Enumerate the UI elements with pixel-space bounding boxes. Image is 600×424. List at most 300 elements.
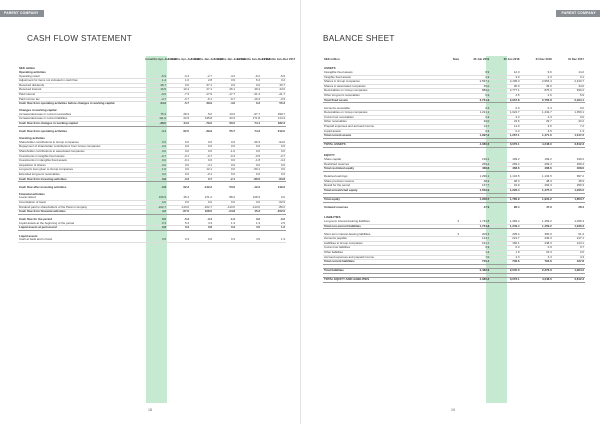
value-cell: 427.8 [553, 260, 585, 265]
row-label: Cash flow from investing activities [18, 177, 144, 182]
value-cell: 62.5 [183, 129, 189, 134]
value-cell: 43.7 [261, 83, 286, 88]
note-cell: 3 [450, 220, 460, 224]
value-cell: -39.3 [236, 141, 261, 145]
company-tag: PARENT COMPANY [556, 10, 600, 17]
value-cell: 191.7 [460, 241, 490, 246]
row-label: Total restricted equity [323, 167, 450, 172]
value-cell: -0.3 [167, 177, 190, 182]
value-cell: 45.0 [520, 84, 552, 89]
value-cell: 0.8 [144, 177, 167, 182]
row-label: Share capital [323, 158, 450, 162]
value-cell: -5.7 [184, 101, 189, 106]
value-cell: 4.5 [490, 93, 520, 98]
value-cell: 212.0 [277, 129, 285, 134]
row-label: Receivables on Group companies [323, 111, 450, 116]
value-cell: 3.1 [553, 75, 585, 80]
value-cell [261, 64, 286, 71]
value-cell: 1,471.6 [520, 134, 552, 139]
value-cell: 1,317.2 [553, 134, 585, 139]
value-cell: 3,812.3 [553, 143, 585, 148]
value-cell: 33.2 [553, 120, 585, 125]
value-cell: 2,937.8 [490, 98, 520, 103]
value-cell: 5.0 [190, 113, 213, 117]
row-label: Dividend paid to shareholders of the Parent company [18, 205, 144, 210]
value-cell: 48.3 [520, 179, 552, 184]
cash-flow-table [18, 57, 296, 243]
value-cell: 199.2 [460, 158, 490, 162]
column-header: 30 Jun 2018 [503, 57, 520, 61]
value-cell: -4.1 [161, 129, 166, 134]
value-cell: 0.0 [167, 150, 190, 155]
value-cell: 4.5 [236, 238, 261, 242]
value-cell: -7.3 [167, 92, 190, 97]
row-label: Accrued expenses and prepaid income [323, 255, 450, 260]
row-label: Liabilities to Group companies [323, 241, 450, 246]
value-cell: 48.3 [490, 179, 520, 184]
value-cell: 43.9 [490, 184, 520, 189]
value-cell: 0.3 [490, 129, 520, 134]
column-header: 6 months Jan–Jun 2019 [191, 57, 223, 61]
value-cell: 22.9 [167, 117, 190, 122]
value-cell: 171.8 [236, 117, 261, 122]
value-cell: -3.7 [144, 97, 167, 102]
value-cell: 7.0 [460, 255, 490, 260]
row-label: Tangible fixed assets [323, 75, 450, 80]
column-header: 6 months Jan–Jun 2018 [214, 57, 246, 61]
row-label: Prepaid expenses and accrued income [323, 125, 450, 130]
value-cell: 3.0 [490, 75, 520, 80]
value-cell: 221.7 [490, 237, 520, 242]
row-label: Other receivables [323, 120, 450, 125]
value-cell: 0.0 [213, 168, 236, 173]
value-cell: -62.9 [261, 200, 286, 205]
value-cell: 271.2 [190, 196, 213, 200]
value-cell: 0.0 [261, 196, 286, 200]
value-cell: 2,554.4 [520, 80, 552, 85]
value-cell: 248.3 [520, 241, 552, 246]
value-cell: 0.5 [161, 217, 166, 222]
value-cell: 26.1 [213, 88, 236, 93]
row-label: Receivables on Group companies [323, 89, 450, 94]
value-cell: 36.0 [490, 84, 520, 89]
value-cell: 1,459.2 [520, 224, 552, 229]
value-cell: 3,731.9 [460, 98, 490, 103]
value-cell: 199.2 [553, 158, 585, 162]
value-cell: 0.0 [144, 150, 167, 155]
row-label: Cash flow for the period [19, 217, 53, 222]
value-cell: 11.0 [490, 125, 520, 130]
value-cell: 1,221.1 [460, 111, 490, 116]
value-cell: 997.2 [553, 175, 585, 179]
value-cell: -6.9 [144, 75, 167, 79]
value-cell: 74.1 [236, 122, 261, 127]
value-cell: 1,785.9 [490, 198, 520, 203]
value-cell: 1,036.3 [553, 220, 585, 224]
value-cell: 250.3 [553, 184, 585, 189]
value-cell: 2,756.8 [520, 98, 552, 103]
value-cell: 4.5 [236, 226, 261, 231]
row-label: Current tax liabilities [323, 246, 450, 251]
value-cell: -113.0 [213, 205, 236, 210]
page-number: 19 [451, 408, 455, 412]
value-cell: 1,022.7 [490, 111, 520, 116]
value-cell: -6.2 [236, 75, 261, 79]
value-cell: -0.7 [144, 154, 167, 159]
value-cell: -113.0 [236, 205, 261, 210]
value-cell: 875.3 [520, 89, 552, 94]
value-cell: 61.3 [553, 233, 585, 237]
value-cell: 60.0 [213, 122, 236, 127]
value-cell: 2.5 [261, 222, 286, 226]
value-cell: 4.5 [520, 129, 552, 134]
value-cell: 4,080.6 [460, 278, 490, 283]
value-cell: 2,276.9 [520, 269, 552, 274]
value-cell: 217.1 [553, 237, 585, 242]
row-label: Liquid assets [19, 233, 38, 238]
value-cell: 0.4 [520, 107, 552, 111]
value-cell [236, 64, 261, 71]
row-label: Received interest [18, 88, 144, 93]
value-cell: -12.3 [253, 184, 260, 189]
value-cell: 88.2 [213, 196, 236, 200]
value-cell: -0.4 [213, 154, 236, 159]
value-cell: 205.4 [490, 233, 520, 237]
value-cell: -94.6 [261, 141, 286, 145]
value-cell: 13.0 [213, 113, 236, 117]
value-cell: 3.2 [261, 79, 286, 84]
value-cell: -38.5 [144, 122, 167, 127]
row-label: Shares in associated companies [323, 84, 450, 89]
value-cell: 1.3 [261, 238, 286, 242]
value-cell [167, 64, 190, 71]
value-cell: 4.3 [190, 222, 213, 226]
value-cell: -21.7 [261, 92, 286, 97]
value-cell: -1.0 [230, 217, 235, 222]
value-cell: -3.4 [207, 217, 212, 222]
value-cell: 47.9 [546, 205, 552, 210]
value-cell: 0.0 [167, 168, 190, 173]
value-cell: 1,503.9 [460, 189, 490, 194]
value-cell: -0.1 [167, 159, 190, 164]
value-cell: 0.0 [213, 159, 236, 164]
value-cell: 0.7 [190, 177, 213, 182]
value-cell: 1.2 [261, 226, 286, 231]
row-label: Shares in Group companies [323, 80, 450, 85]
value-cell: 143.7 [460, 237, 490, 242]
company-tag: PARENT COMPANY [0, 10, 44, 17]
value-cell: 28.4 [513, 205, 520, 210]
value-cell: 5.4 [167, 222, 190, 226]
value-cell: 0.0 [167, 145, 190, 150]
value-cell: 45.4 [167, 196, 190, 200]
value-cell: 740.4 [460, 260, 490, 265]
value-cell: 269.4 [490, 162, 520, 167]
value-cell: 182.3 [261, 122, 286, 127]
table-row [323, 64, 585, 71]
value-cell [144, 64, 167, 71]
value-cell: -4.6 [230, 101, 235, 106]
value-cell: -4.2 [213, 75, 236, 79]
value-cell: -9.5 [144, 92, 167, 97]
value-cell: 4.3 [490, 255, 520, 260]
value-cell: 0.0 [213, 163, 236, 168]
value-cell: -17.9 [190, 92, 213, 97]
value-cell: 4,248.0 [520, 143, 552, 148]
row-label: Operating result [18, 75, 144, 79]
value-cell: 199.2 [490, 158, 520, 162]
value-cell: 246.3 [520, 237, 552, 242]
value-cell: -97.7 [236, 113, 261, 117]
row-label: Financial activities [19, 191, 45, 196]
value-cell: 0.3 [213, 238, 236, 242]
value-cell: -0.1 [167, 154, 190, 159]
value-cell: 16.5 [144, 88, 167, 93]
value-cell: -31.3 [236, 92, 261, 97]
value-cell: 0.0 [261, 172, 286, 177]
row-label: Current tax receivables [323, 115, 450, 120]
note-cell [450, 151, 460, 158]
value-cell: 34.0 [553, 84, 585, 89]
value-cell: 1,296.1 [460, 175, 490, 179]
value-cell: -86.6 [236, 177, 261, 182]
value-cell: 1.9 [490, 251, 520, 256]
value-cell: 48.3 [460, 179, 490, 184]
value-cell: 2,105.3 [490, 80, 520, 85]
value-cell: 1.5 [144, 168, 167, 173]
value-cell: -9.7 [213, 97, 236, 102]
row-label: Cash flow from financial activities [18, 210, 144, 215]
page-number: 18 [148, 408, 152, 412]
value-cell: 0.8 [190, 238, 213, 242]
value-cell: 0.0 [167, 172, 190, 177]
value-cell: 135.8 [190, 117, 213, 122]
row-label: Loans raised [18, 196, 144, 200]
row-label: Total current liabilities [323, 260, 450, 265]
value-cell: 0.0 [190, 145, 213, 150]
value-cell: 0.0 [144, 200, 167, 205]
value-cell: 10.4 [167, 88, 190, 93]
value-cell: 14.2 [553, 71, 585, 75]
row-label: Total equity [323, 198, 450, 203]
value-cell: 111.9 [144, 117, 167, 122]
value-cell: -24.8 [213, 210, 236, 215]
value-cell: -79.0 [190, 122, 213, 127]
value-cell: 292.3 [520, 184, 552, 189]
value-cell: 1,734.8 [460, 224, 490, 229]
row-label: Retained earnings [323, 175, 450, 179]
value-cell: 468.6 [490, 167, 520, 172]
value-cell: 0.0 [167, 83, 190, 88]
value-cell: -152.0 [261, 210, 286, 215]
value-cell: 39.9 [206, 101, 212, 106]
value-cell: 0.0 [167, 141, 190, 145]
value-cell: 30.0 [460, 120, 490, 125]
row-label: Other liabilities [323, 251, 450, 256]
value-cell: -0.2 [280, 217, 285, 222]
value-cell: -5.6 [261, 75, 286, 79]
row-label: Changes in working capital [19, 108, 57, 113]
value-cell: 0.0 [190, 159, 213, 164]
value-cell: 1.3 [213, 222, 236, 226]
value-cell: -142.2 [203, 184, 212, 189]
value-cell: 27.1 [190, 88, 213, 93]
value-cell: 0.0 [167, 163, 190, 168]
row-label: Cash at bank and in hand [18, 238, 144, 242]
row-label: Accounts payable [323, 237, 450, 242]
value-cell: 1,249.4 [490, 224, 520, 229]
value-cell: 0.3 [167, 238, 190, 242]
value-cell: 8.9 [460, 71, 490, 75]
value-cell: 1,964.2 [553, 269, 585, 274]
value-cell: -67.6 [167, 210, 190, 215]
value-cell: 0.8 [144, 238, 167, 242]
value-cell: 299.7 [261, 113, 286, 117]
row-label: Long-term loan given to Group companies [18, 168, 144, 173]
value-cell: 0.7 [553, 246, 585, 251]
row-label: Investments in tangible fixed assets [18, 154, 144, 159]
row-label: Investing activities [19, 136, 45, 141]
value-cell: -6.1 [190, 97, 213, 102]
note-cell [450, 64, 460, 71]
value-cell: 736.6 [490, 260, 520, 265]
value-cell: -3.8 [161, 184, 166, 189]
value-cell: 0.0 [236, 150, 261, 155]
value-cell: 0.3 [213, 226, 236, 231]
row-label: Total unrestricted equity [323, 189, 450, 194]
value-cell: -5.3 [184, 217, 189, 222]
value-cell: 75.3 [144, 113, 167, 117]
value-cell: 0.0 [213, 145, 236, 150]
value-cell: 4,080.6 [460, 143, 490, 148]
value-cell: -16.3 [236, 97, 261, 102]
balance-sheet-table [323, 58, 585, 283]
value-cell: -162.7 [144, 205, 167, 210]
value-cell: 16.3 [520, 251, 552, 256]
value-cell: 15.3 [236, 210, 261, 215]
value-cell [213, 64, 236, 71]
value-cell: 53.6 [229, 184, 235, 189]
table-row [18, 64, 286, 71]
value-cell: 200.3 [460, 233, 490, 237]
note-cell: 3 [450, 233, 460, 237]
row-label: Liquid assets [323, 129, 450, 134]
value-cell: 0.0 [213, 141, 236, 145]
value-cell: -0.7 [190, 154, 213, 159]
value-cell: 0.0 [167, 200, 190, 205]
value-cell: 45.0 [460, 84, 490, 89]
value-cell: -89.2 [261, 205, 286, 210]
value-cell: 2.3 [460, 115, 490, 120]
value-cell: 0.0 [144, 163, 167, 168]
row-label: Cash flow after investing activities [19, 184, 67, 189]
value-cell: 0.0 [261, 145, 286, 150]
row-label: SEK million [19, 66, 36, 71]
value-cell: 13.7 [460, 125, 490, 130]
value-cell: 1,295.2 [553, 189, 585, 194]
value-cell: 350.0 [520, 233, 552, 237]
value-cell: 0.3 [460, 129, 490, 134]
value-cell: 269.4 [460, 162, 490, 167]
row-label: Extended long-term receivables [18, 172, 144, 177]
value-cell: -4.4 [261, 159, 286, 164]
value-cell: 0.0 [261, 150, 286, 155]
value-cell: 1,934.2 [520, 198, 552, 203]
row-label: Untaxed reserves [324, 205, 349, 210]
row-label: Short-term interest-bearing liabilities [323, 233, 450, 237]
value-cell: 1,267.1 [490, 134, 520, 139]
value-cell: -0.5 [236, 154, 261, 159]
row-label: Accounts receivable [323, 107, 450, 111]
value-cell: -1.0 [213, 150, 236, 155]
value-cell: 3.5 [520, 125, 552, 130]
value-cell: 0.0 [213, 200, 236, 205]
value-cell: -4.1 [190, 163, 213, 168]
row-label: Total non-current liabilities [323, 224, 450, 229]
value-cell: 1,134.5 [520, 175, 552, 179]
value-cell: 0.0 [236, 83, 261, 88]
value-cell: 6.9 [553, 93, 585, 98]
row-label: Repayment of shareholder contributions from Group companies [18, 145, 144, 150]
value-cell: -50.1 [236, 168, 261, 173]
row-label: Liquid assets at the beginning of the period [18, 222, 144, 226]
column-header: 30 Jun 2019 [473, 57, 490, 61]
value-cell: 3,076.1 [490, 143, 520, 148]
value-cell: -2.1 [213, 177, 236, 182]
row-label: ASSETS [324, 66, 336, 71]
right-page [300, 0, 600, 424]
value-cell: 0.0 [553, 115, 585, 120]
value-cell: -162.7 [190, 205, 213, 210]
row-label: Share premium reserve [323, 179, 450, 184]
value-cell: 1,734.8 [460, 220, 490, 224]
value-cell: 0.0 [261, 168, 286, 173]
value-cell: 23.6 [490, 120, 520, 125]
value-cell: 2.3 [520, 75, 552, 80]
value-cell: 0.0 [236, 163, 261, 168]
value-cell: 1.3 [460, 251, 490, 256]
row-label: Other long-term receivables [323, 93, 450, 98]
value-cell: 4.3 [520, 255, 552, 260]
row-label: Increase/decrease in current liabilities [18, 117, 144, 122]
row-label: Result for the period [323, 184, 450, 189]
value-cell: 0.6 [236, 145, 261, 150]
value-cell: 199.2 [520, 158, 552, 162]
row-label: Cash flow from operating activities before changes in working capital [19, 101, 115, 106]
value-cell: 468.6 [520, 167, 552, 172]
row-label: Restricted reserves [323, 162, 450, 167]
value-cell: -0.7 [167, 97, 190, 102]
value-cell: 36.7 [144, 83, 167, 88]
value-cell: 6.9 [460, 93, 490, 98]
value-cell: -3.9 [261, 97, 286, 102]
value-cell: 48.3 [553, 179, 585, 184]
value-cell: 166.1 [490, 241, 520, 246]
value-cell: 880.0 [460, 89, 490, 94]
value-cell: 4.2 [144, 210, 167, 215]
page-title: BALANCE SHEET [323, 34, 395, 43]
value-cell: 55.3 [279, 101, 285, 106]
row-label: Paid interest [18, 92, 144, 97]
value-cell: 0.0 [190, 200, 213, 205]
value-cell: 2.6 [520, 93, 552, 98]
row-label: Liquid assets at period-end [18, 226, 144, 231]
row-label: Long-term interest-bearing liabilities [323, 220, 450, 224]
value-cell: 0.8 [190, 226, 213, 231]
row-label: TOTAL EQUITY AND LIABILITIES [323, 278, 450, 283]
header-label: SEK million [324, 57, 340, 61]
value-cell: 2.3 [460, 75, 490, 80]
